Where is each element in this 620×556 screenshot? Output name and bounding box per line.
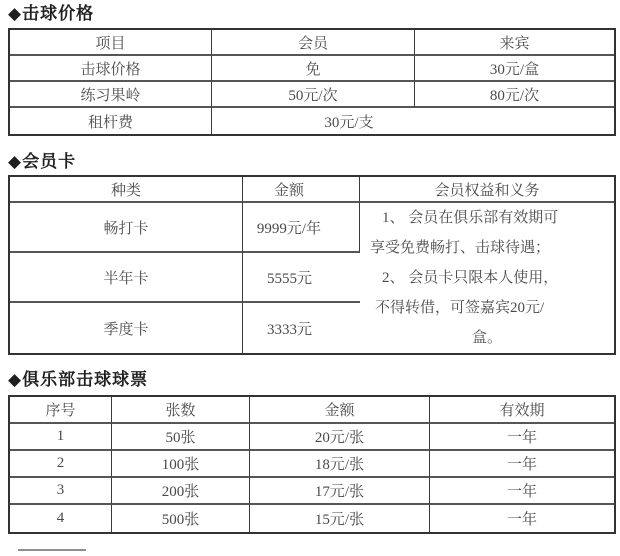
benefits-merged-cell: [360, 203, 614, 353]
section-title-ball-tickets: ◆俱乐部击球球票: [8, 370, 149, 389]
data-cell: 2: [10, 451, 112, 478]
data-cell: 500张: [112, 505, 250, 532]
table-header-row: [10, 30, 614, 56]
data-cell: 200张: [112, 478, 250, 505]
table-row: [10, 56, 614, 82]
data-cell: 一年: [430, 478, 614, 505]
data-cell: 15元/张: [250, 505, 430, 532]
row-label-cell: 击球价格: [10, 56, 212, 82]
data-cell: 1: [10, 424, 112, 451]
column-header-type: 种类: [10, 177, 243, 203]
row-label-cell: 畅打卡: [10, 203, 243, 253]
data-cell: 3333元: [266, 321, 312, 338]
data-cell: 一年: [430, 451, 614, 478]
benefit-line: 享受免费畅打、击球待遇；: [370, 240, 551, 256]
data-cell: 一年: [506, 512, 537, 528]
table-row: [10, 82, 614, 108]
merged-value-cell: 30元/支: [324, 114, 374, 131]
column-header-guest: 来宾: [415, 30, 614, 56]
benefit-line: 不得转借，可签嘉宾20元/: [375, 300, 545, 316]
data-cell: 一年: [430, 424, 614, 451]
data-cell: 20元/张: [250, 424, 430, 451]
data-cell: 9999元/年: [243, 203, 360, 253]
column-header-item: 项目: [10, 30, 212, 56]
data-cell: 17元/张: [250, 478, 430, 505]
data-cell: 3: [10, 478, 112, 505]
row-label-cell: 半年卡: [10, 253, 243, 303]
table-row: [10, 203, 614, 253]
data-cell: 18元/张: [250, 451, 430, 478]
data-cell: 5555元: [243, 253, 360, 303]
table-row: [10, 505, 614, 532]
benefit-line: 盒。: [471, 330, 502, 346]
benefit-line: 2、 会员卡只限本人使用，: [382, 270, 559, 286]
row-label-cell: 季度卡: [10, 303, 243, 353]
data-cell: 30元/盒: [415, 56, 614, 82]
table-row: [10, 424, 614, 451]
table-row: [10, 451, 614, 478]
table-row: [10, 108, 614, 134]
cropped-next-row-artifact: [18, 549, 86, 551]
column-header-amount: 金额: [243, 177, 360, 203]
hitting-price-table: [8, 28, 616, 136]
data-cell: 4: [10, 505, 112, 532]
table-row: [10, 478, 614, 505]
data-cell: 免: [212, 56, 415, 82]
ball-tickets-table: [8, 395, 616, 534]
column-header-quantity: 张数: [112, 397, 250, 424]
column-header-amount: 金额: [250, 397, 430, 424]
data-cell: 100张: [112, 451, 250, 478]
section-title-membership-card: ◆会员卡: [8, 152, 77, 171]
row-label-cell: 租杆费: [10, 108, 212, 134]
data-cell: 50元/次: [212, 82, 415, 108]
row-label-cell: 练习果岭: [10, 82, 212, 108]
membership-card-table: [8, 175, 616, 355]
column-header-number: 序号: [10, 397, 112, 424]
data-cell: 50张: [112, 424, 250, 451]
table-header-row: [10, 177, 614, 203]
section-title-hitting-price: ◆击球价格: [8, 4, 95, 23]
column-header-validity: 有效期: [430, 397, 614, 424]
benefit-line: 1、 会员在俱乐部有效期可: [382, 210, 559, 226]
column-header-benefits: 会员权益和义务: [360, 177, 614, 203]
column-header-member: 会员: [212, 30, 415, 56]
data-cell: 80元/次: [415, 82, 614, 108]
table-header-row: [10, 397, 614, 424]
